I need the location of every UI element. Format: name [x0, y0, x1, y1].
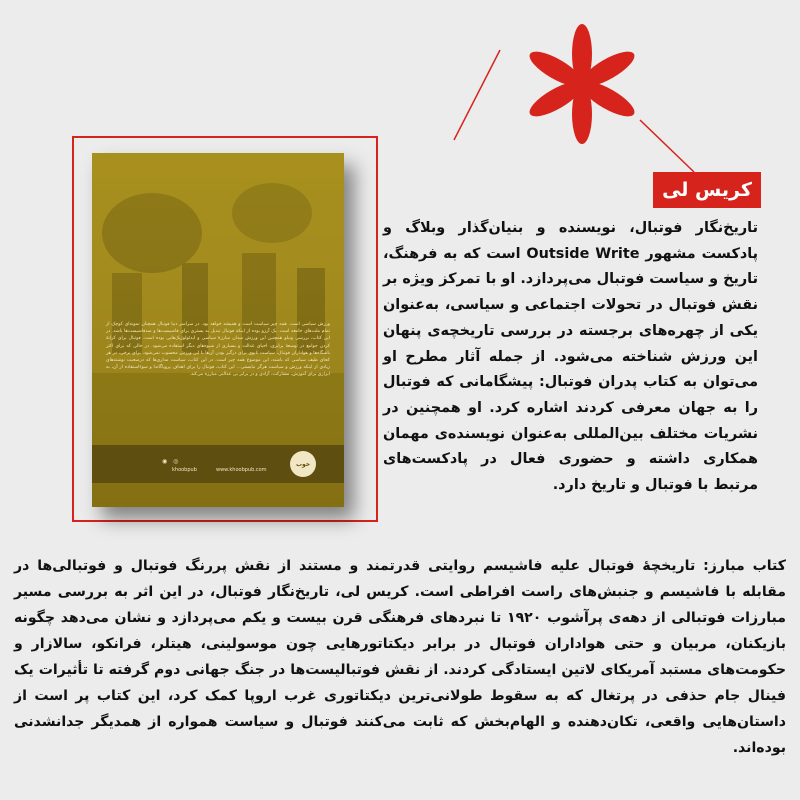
cover-website: www.khoobpub.com	[216, 467, 267, 473]
author-name: کریس لی	[662, 179, 752, 201]
publisher-logo-text: خوب	[295, 460, 311, 468]
cover-handle: khoobpub	[172, 467, 197, 473]
author-bio: تاریخ‌نگار فوتبال، نویسنده و بنیان‌گذار وبلاگ و پادکست مشهور Outside Write است که به فرهنگ، تاریخ و سیاست فوتبال می‌پردازد. او با تمرکز ویژه بر نقش فوتبال در تحولات اجتماعی و سیاسی، به‌عنوان یکی از چهره‌های برجسته در بررسی تاریخچه‌ی پنهان این ورزش شناخته می‌شود. از جمله آثار مطرح او می‌توان به کتاب پدران فوتبال: پیشگامانی که فوتبال را به جهان معرفی کردند اشاره کرد. او همچنین در نشریات مختلف بین‌المللی به‌عنوان نویسنده‌ی مهمان همکاری داشته و حضوری فعال در پادکست‌های مرتبط با فوتبال و تاریخ دارد.	[383, 220, 759, 494]
author-name-badge	[653, 172, 761, 208]
deco-line-left	[454, 50, 500, 140]
deco-line-right	[640, 120, 694, 172]
cover-back-text: ورزش سیاسی است. همه چیز سیاست است و همیشه خواهد بود. در سراسر دنیا فوتبال همچنان نمونه‌ای کوچک از تمام ملت‌های جامعه است. یک آرزو بوده از اینکه فوتبال تبدیل به بستری برای فاشیست‌ها و ضدفاشیست‌ها باشد. در این کتاب، بررسی ونبلو همچنین این ورزش میدان مبارزهٔ سیاسی و ایدئولوژیک‌هایی بوده است. فوتبال برای کرانهٔ کردن جوامع در توسعهٔ برابری، احیای عدالت و بسیاری از شیوه‌های دیگر استفاده می‌شود. در حالی که برای اکثر باشگاه‌ها و هواداران فوتبال، سیاست تابوی برای درگیر بودن آن‌ها با این ورزش محسوب نمی‌شود، برای برخی، در هر کجای طیف سیاسی که باشند، این موضوع همه‌ چیز است. در این کتاب، سیاست مداری‌ها که درصحبت نوشته‌های زیادی از اینکه ورزش و سیاست هرگز نبایستی... این کتاب، فوتبال را برای اهداف پروپاگاندا و سوءاستفاده از آن، به ابزاری برای آموزش، مشارکت، آزادی و در برابر بی عدالتی مبارزه می‌کند.	[106, 322, 330, 378]
cover-photo	[92, 153, 344, 453]
asterisk-icon	[525, 24, 639, 144]
book-cover	[92, 153, 344, 507]
publisher-logo	[290, 451, 316, 477]
book-summary: کتاب مبارز: تاریخچهٔ فوتبال علیه فاشیسم روایتی قدرتمند و مستند از نقش پررنگ فوتبال و فوتبالی‌ها در مقابله با فاشیسم و جنبش‌های راست افراطی است. کریس لی، تاریخ‌نگار فوتبال، در این اثر به بررسی مسیر مبارزات فوتبالی از دهه‌ی پرآشوب ۱۹۲۰ تا نبردهای فرهنگی قرن بیست و یکم می‌پردازد و نشان می‌دهد چگونه بازیکنان، مربیان و حتی هواداران فوتبال در برابر دیکتاتورهایی چون موسولینی، هیتلر، فرانکو، سالازار و حکومت‌های مستبد آمریکای لاتین ایستادگی کردند. از نقش فوتبالیست‌ها در جنگ جهانی دوم گرفته تا تأثیرات یک فینال جام حذفی در پرتغال که به سقوط طولانی‌ترین دیکتاتوری غرب اروپا کمک کرد، این کتاب پر است از داستان‌هایی واقعی، تکان‌دهنده و الهام‌بخش که ثابت می‌کنند فوتبال و سیاست همواره از همدیگر جدانشدنی بوده‌اند.	[14, 558, 787, 756]
cover-social-icons: ◉ ◎	[162, 458, 181, 465]
